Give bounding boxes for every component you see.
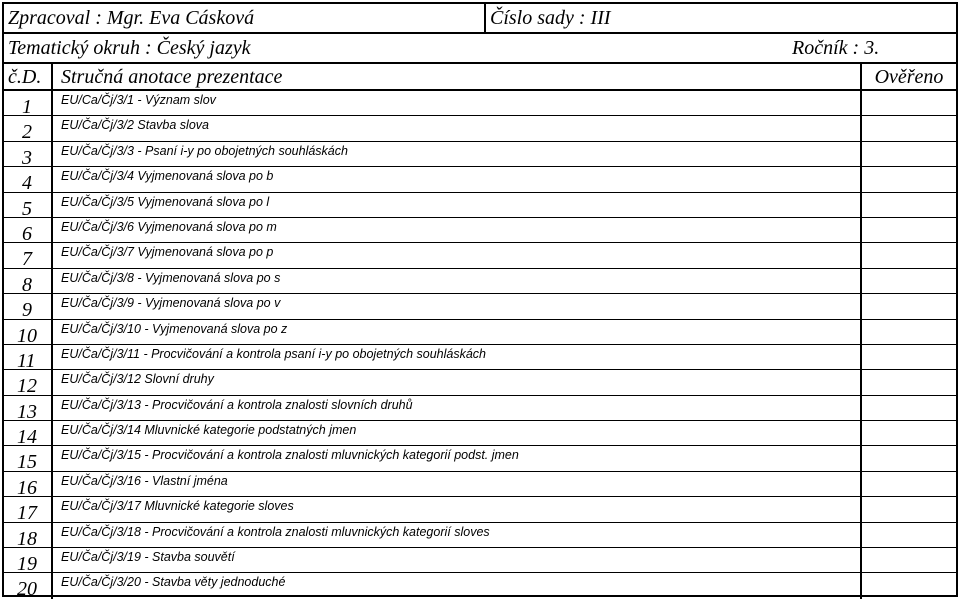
row-annotation: EU/Ča/Čj/3/4 Vyjmenovaná slova po b bbox=[53, 167, 862, 191]
row-annotation: EU/Ča/Čj/3/12 Slovní druhy bbox=[53, 370, 862, 394]
grade-label: Ročník : 3. bbox=[792, 37, 880, 59]
table-row bbox=[4, 370, 956, 395]
row-verified-cell bbox=[862, 269, 956, 293]
row-number: 17 bbox=[4, 497, 53, 521]
row-annotation: EU/Ča/Čj/3/7 Vyjmenovaná slova po p bbox=[53, 243, 862, 267]
table-row bbox=[4, 91, 956, 116]
row-verified-cell bbox=[862, 396, 956, 420]
row-number: 10 bbox=[4, 320, 53, 344]
row-verified-cell bbox=[862, 116, 956, 140]
row-verified-cell bbox=[862, 142, 956, 166]
row-verified-cell bbox=[862, 497, 956, 521]
row-annotation: EU/Ča/Čj/3/2 Stavba slova bbox=[53, 116, 862, 140]
table-header-row bbox=[4, 64, 956, 91]
column-header-number: č.D. bbox=[4, 64, 53, 89]
table-row bbox=[4, 320, 956, 345]
table-row bbox=[4, 396, 956, 421]
row-annotation: EU/Ča/Čj/3/19 - Stavba souvětí bbox=[53, 548, 862, 572]
row-number: 20 bbox=[4, 573, 53, 598]
table-row bbox=[4, 421, 956, 446]
row-verified-cell bbox=[862, 446, 956, 470]
row-verified-cell bbox=[862, 218, 956, 242]
row-annotation: EU/Ča/Čj/3/5 Vyjmenovaná slova po l bbox=[53, 193, 862, 217]
row-annotation: EU/Ča/Čj/3/11 - Procvičování a kontrola psaní i-y po obojetných souhláskách bbox=[53, 345, 862, 369]
set-number-label: Číslo sady : III bbox=[490, 7, 611, 29]
row-number: 16 bbox=[4, 472, 53, 496]
row-verified-cell bbox=[862, 548, 956, 572]
row-number: 6 bbox=[4, 218, 53, 242]
row-annotation: EU/Ča/Čj/3/20 - Stavba věty jednoduché bbox=[53, 573, 862, 598]
row-number: 15 bbox=[4, 446, 53, 470]
column-header-verified: Ověřeno bbox=[874, 66, 944, 88]
row-verified-cell bbox=[862, 294, 956, 318]
row-number: 2 bbox=[4, 116, 53, 140]
row-verified-cell bbox=[862, 167, 956, 191]
row-verified-cell bbox=[862, 243, 956, 267]
row-number: 3 bbox=[4, 142, 53, 166]
row-number: 14 bbox=[4, 421, 53, 445]
table-body bbox=[4, 91, 956, 599]
row-verified-cell bbox=[862, 472, 956, 496]
table-row bbox=[4, 269, 956, 294]
table-row bbox=[4, 218, 956, 243]
row-annotation: EU/Ča/Čj/3/8 - Vyjmenovaná slova po s bbox=[53, 269, 862, 293]
table-row bbox=[4, 142, 956, 167]
row-number: 9 bbox=[4, 294, 53, 318]
row-annotation: EU/Ca/Čj/3/1 - Význam slov bbox=[53, 91, 862, 115]
row-number: 1 bbox=[4, 91, 53, 115]
row-annotation: EU/Ča/Čj/3/16 - Vlastní jména bbox=[53, 472, 862, 496]
row-verified-cell bbox=[862, 91, 956, 115]
table-row bbox=[4, 472, 956, 497]
row-verified-cell bbox=[862, 421, 956, 445]
row-annotation: EU/Ča/Čj/3/17 Mluvnické kategorie sloves bbox=[53, 497, 862, 521]
author-label: Zpracoval : Mgr. Eva Cásková bbox=[4, 4, 486, 32]
table-row bbox=[4, 167, 956, 192]
table-row bbox=[4, 548, 956, 573]
row-number: 19 bbox=[4, 548, 53, 572]
topic-label: Tematický okruh : Český jazyk bbox=[8, 37, 251, 59]
row-number: 5 bbox=[4, 193, 53, 217]
table-row bbox=[4, 294, 956, 319]
table-row bbox=[4, 345, 956, 370]
row-annotation: EU/Ča/Čj/3/18 - Procvičování a kontrola znalosti mluvnických kategorií sloves bbox=[53, 523, 862, 547]
row-number: 11 bbox=[4, 345, 53, 369]
row-annotation: EU/Ča/Čj/3/6 Vyjmenovaná slova po m bbox=[53, 218, 862, 242]
row-annotation: EU/Ča/Čj/3/14 Mluvnické kategorie podstatných jmen bbox=[53, 421, 862, 445]
row-annotation: EU/Ča/Čj/3/10 - Vyjmenovaná slova po z bbox=[53, 320, 862, 344]
column-header-annotation: Stručná anotace prezentace bbox=[53, 64, 862, 89]
table-row bbox=[4, 497, 956, 522]
row-annotation: EU/Ča/Čj/3/9 - Vyjmenovaná slova po v bbox=[53, 294, 862, 318]
table-row bbox=[4, 193, 956, 218]
row-number: 18 bbox=[4, 523, 53, 547]
document-sheet bbox=[2, 2, 958, 597]
row-number: 8 bbox=[4, 269, 53, 293]
row-number: 7 bbox=[4, 243, 53, 267]
table-row bbox=[4, 243, 956, 268]
row-number: 12 bbox=[4, 370, 53, 394]
row-verified-cell bbox=[862, 320, 956, 344]
row-verified-cell bbox=[862, 193, 956, 217]
row-verified-cell bbox=[862, 370, 956, 394]
table-row bbox=[4, 573, 956, 598]
row-verified-cell bbox=[862, 573, 956, 598]
row-verified-cell bbox=[862, 345, 956, 369]
table-row bbox=[4, 523, 956, 548]
table-row bbox=[4, 116, 956, 141]
table-row bbox=[4, 446, 956, 471]
row-annotation: EU/Ča/Čj/3/15 - Procvičování a kontrola znalosti mluvnických kategorií podst. jmen bbox=[53, 446, 862, 470]
row-annotation: EU/Ča/Čj/3/13 - Procvičování a kontrola znalosti slovních druhů bbox=[53, 396, 862, 420]
header-row-author bbox=[4, 4, 956, 34]
header-row-topic bbox=[4, 34, 956, 64]
row-annotation: EU/Ča/Čj/3/3 - Psaní i-y po obojetných souhláskách bbox=[53, 142, 862, 166]
row-verified-cell bbox=[862, 523, 956, 547]
row-number: 13 bbox=[4, 396, 53, 420]
row-number: 4 bbox=[4, 167, 53, 191]
